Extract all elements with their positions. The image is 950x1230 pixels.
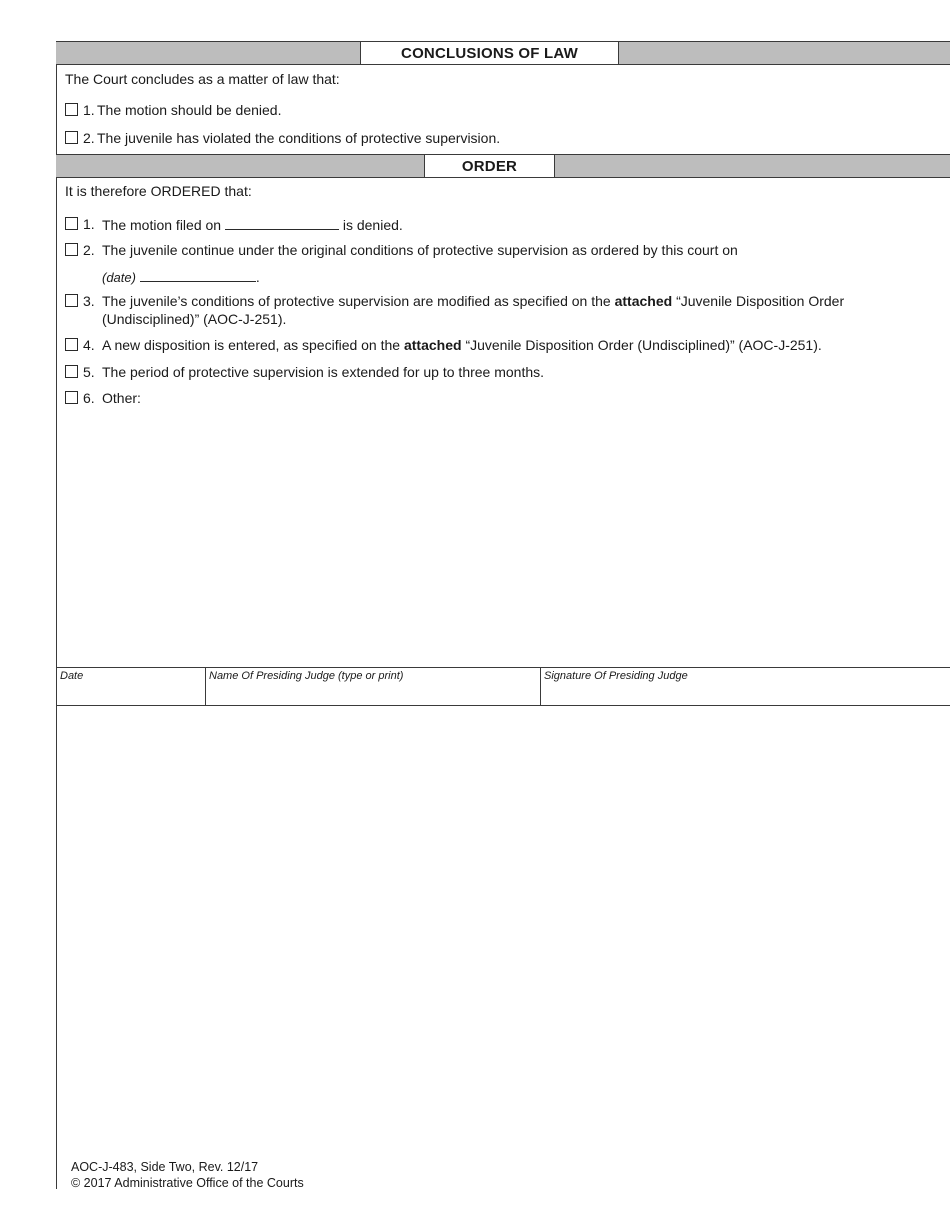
conclusion-2-text: The juvenile has violated the conditions of protective supervision. [97,130,501,146]
order-4-number: 4. [83,337,95,353]
order-3-bold: attached [614,293,673,309]
order-1-pre: The motion filed on [102,217,222,233]
order-title: ORDER [424,154,555,178]
order-4-checkbox[interactable] [65,338,78,351]
conclusion-2-checkbox[interactable] [65,131,78,144]
conclusion-1-number: 1. [83,102,95,118]
judge-signature-label: Signature Of Presiding Judge [544,670,688,682]
order-3-line2: (Undisciplined)” (AOC-J-251). [102,311,287,327]
date-label: Date [60,670,84,682]
order-5-number: 5. [83,364,95,380]
order-2-checkbox[interactable] [65,243,78,256]
order-5-text: The period of protective supervision is extended for up to three months. [102,364,545,380]
judge-name-field[interactable] [205,668,540,705]
judge-name-label: Name Of Presiding Judge (type or print) [209,670,404,682]
copyright: © 2017 Administrative Office of the Courts [71,1176,304,1190]
order-4-pre: A new disposition is entered, as specified on the [102,337,401,353]
order-3-number: 3. [83,293,95,309]
signature-row [56,667,950,706]
order-1-number: 1. [83,216,95,232]
order-1-checkbox[interactable] [65,217,78,230]
order-1-text [102,216,403,233]
order-2-text: The juvenile continue under the original conditions of protective supervision as ordered by this court on [102,242,738,258]
form-id: AOC-J-483, Side Two, Rev. 12/17 [71,1160,259,1174]
order-6-text: Other: [102,390,141,406]
order-3-post: “Juvenile Disposition Order [676,293,845,309]
order-4-text [102,337,822,353]
conclusions-intro: The Court concludes as a matter of law that: [65,71,340,87]
order-4-bold: attached [403,337,462,353]
order-6-checkbox[interactable] [65,391,78,404]
order-header-band [56,154,950,178]
original-order-date-field[interactable] [140,268,256,282]
order-2-date-end: . [255,269,260,285]
order-3-checkbox[interactable] [65,294,78,307]
order-intro: It is therefore ORDERED that: [65,183,252,199]
conclusions-title: CONCLUSIONS OF LAW [360,41,619,65]
conclusion-1-checkbox[interactable] [65,103,78,116]
order-1-post: is denied. [342,217,403,233]
motion-date-field[interactable] [225,216,339,230]
order-2-number: 2. [83,242,95,258]
order-2-date-line [102,268,260,286]
order-2-date-label: (date) [102,270,136,285]
conclusion-1-text: The motion should be denied. [97,102,282,118]
order-3-pre: The juvenile’s conditions of protective supervision are modified as specified on the [102,293,611,309]
date-field[interactable] [56,668,205,705]
other-order-text-area[interactable] [102,412,942,657]
conclusion-2-number: 2. [83,130,95,146]
order-3-text [102,293,844,309]
conclusions-header-band [56,41,950,65]
order-4-post: “Juvenile Disposition Order (Undisciplined)” (AOC-J-251). [465,337,822,353]
order-6-number: 6. [83,390,95,406]
order-5-checkbox[interactable] [65,365,78,378]
judge-signature-field[interactable] [540,668,950,705]
